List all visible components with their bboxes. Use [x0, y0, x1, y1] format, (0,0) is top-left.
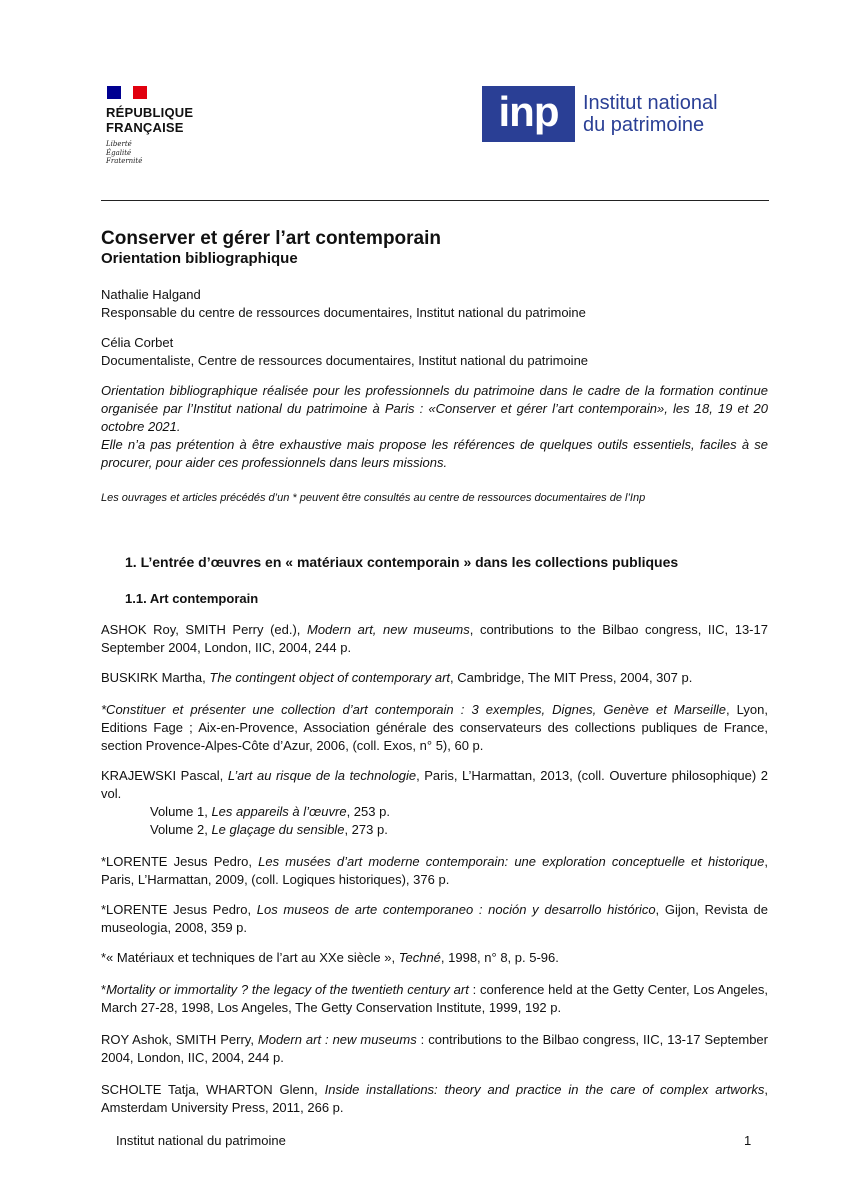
author2-name: Célia Corbet: [101, 335, 174, 350]
ref-details: , Paris, L’Harmattan, 2013, (coll. Ouverture philosophique) 2 vol.: [101, 768, 768, 801]
inp-logo-mark: inp: [482, 86, 575, 142]
intro-paragraph-2: Elle n’a pas prétention à être exhaustive mais propose les références de quelques outils essentiels, faciles à se procurer, pour aider ces professionnels dans leurs missions.: [101, 437, 768, 470]
ref-details: , Lyon, Editions Fage ; Aix-en-Provence, Association générale des conservateurs des collections publiques de France, section Provence-Alpes-Côte d’Azur, 2006, (coll. Exos, n° 5), 60 p.: [101, 702, 768, 753]
ref-details: , Amsterdam University Press, 2011, 266 p.: [101, 1082, 768, 1115]
rf-motto-liberte: Liberté: [106, 140, 132, 148]
ref-details: : conference held at the Getty Center, Los Angeles, March 27-28, 1998, Los Angeles, The Getty Conservation Institute, 1999, 192 p.: [101, 982, 768, 1015]
ref-author: *LORENTE Jesus Pedro,: [101, 902, 257, 917]
ref-author: KRAJEWSKI Pascal,: [101, 768, 228, 783]
author1-name: Nathalie Halgand: [101, 287, 201, 302]
volume-label: Volume 1,: [150, 804, 212, 819]
volume-pages: , 253 p.: [346, 804, 390, 819]
rf-motto: [106, 140, 216, 166]
ref-author: *: [101, 982, 107, 997]
volume-title: Les appareils à l’œuvre: [211, 804, 347, 819]
ref-details: , Cambridge, The MIT Press, 2004, 307 p.: [450, 670, 693, 685]
ref-details: : contributions to the Bilbao congress, IIC, 13-17 September 2004, London, IIC, 2004, 244 p.: [101, 1032, 768, 1065]
reference-lorente-2: [101, 901, 768, 937]
inp-name-line2: du patrimoine: [583, 114, 705, 136]
ref-details: , 1998, n° 8, p. 5-96.: [440, 950, 559, 965]
document-subtitle: Orientation bibliographique: [101, 250, 298, 267]
reference-krajewski-volume-1: [150, 803, 390, 821]
reference-scholte: [101, 1081, 768, 1117]
reference-mortality: [101, 981, 768, 1017]
rf-name-line1: RÉPUBLIQUE: [106, 105, 194, 120]
ref-title: Modern art : new museums: [257, 1032, 417, 1047]
volume-pages: , 273 p.: [344, 822, 388, 837]
footer-page-number: 1: [744, 1133, 752, 1148]
ref-details: , contributions to the Bilbao congress, IIC, 13-17 September 2004, London, IIC, 2004, 244 p.: [101, 622, 768, 655]
rf-motto-egalite: Égalité: [106, 148, 132, 157]
inp-name-line1: Institut national: [583, 92, 718, 114]
ref-title: L’art au risque de la technologie: [227, 768, 417, 783]
reference-roy: [101, 1031, 768, 1067]
reference-constituer: [101, 701, 768, 755]
ref-author: *LORENTE Jesus Pedro,: [101, 854, 259, 869]
ref-title: Les musées d’art moderne contemporain: une exploration conceptuelle et historique: [258, 854, 765, 869]
author2-role: Documentaliste, Centre de ressources documentaires, Institut national du patrimoine: [101, 353, 589, 368]
reference-krajewski: [101, 767, 768, 803]
ref-details: , Paris, L’Harmattan, 2009, (coll. Logiques historiques), 376 p.: [101, 854, 768, 887]
republique-francaise-logo: [106, 86, 216, 166]
ref-title: Inside installations: theory and practice in the care of complex artworks: [324, 1082, 765, 1097]
ref-title: Techné: [398, 950, 441, 965]
author1-role: Responsable du centre de ressources documentaires, Institut national du patrimoine: [101, 305, 586, 320]
inp-logo-name: [583, 92, 718, 136]
volume-label: Volume 2,: [150, 822, 212, 837]
rf-name-line2: FRANÇAISE: [106, 120, 184, 135]
ref-details: , Gijon, Revista de museologia, 2008, 359 p.: [101, 902, 768, 935]
section-1-heading: 1. L’entrée d’œuvres en « matériaux contemporain » dans les collections publiques: [125, 554, 679, 570]
reference-lorente-1: [101, 853, 768, 889]
intro-paragraph-1: Orientation bibliographique réalisée pour les professionnels du patrimoine dans le cadre de la formation continue organisée par l’Institut national du patrimoine à Paris : «Conserver et gérer l’art contemporain», les 18, 19 et 20 octobre 2021.: [101, 383, 768, 434]
ref-title: Modern art, new museums: [306, 622, 470, 637]
ref-title: The contingent object of contemporary art: [209, 670, 451, 685]
ref-author: ASHOK Roy, SMITH Perry (ed.),: [101, 622, 307, 637]
reference-techne: [101, 949, 768, 967]
inp-logo: [482, 86, 718, 142]
volume-title: Le glaçage du sensible: [211, 822, 345, 837]
reference-krajewski-volume-2: [150, 821, 388, 839]
consultation-note: Les ouvrages et articles précédés d’un * peuvent être consultés au centre de ressources documentaires de l’Inp: [101, 492, 646, 504]
reference-ashok: [101, 621, 768, 657]
reference-buskirk: [101, 669, 768, 687]
ref-title: *Constituer et présenter une collection d’art contemporain : 3 exemples, Dignes, Genève et Marseille: [101, 702, 726, 717]
ref-author: ROY Ashok, SMITH Perry,: [101, 1032, 258, 1047]
ref-title: Mortality or immortality ? the legacy of the twentieth century art: [106, 982, 469, 997]
ref-author: SCHOLTE Tatja, WHARTON Glenn,: [101, 1082, 325, 1097]
document-title: Conserver et gérer l’art contemporain: [101, 228, 441, 249]
header-divider: [101, 200, 769, 201]
section-1-1-heading: 1.1. Art contemporain: [125, 591, 259, 606]
footer-institution: Institut national du patrimoine: [116, 1133, 286, 1148]
ref-title: Los museos de arte contemporaneo : noción y desarrollo histórico: [256, 902, 656, 917]
french-flag-icon: [107, 86, 147, 99]
ref-author: *« Matériaux et techniques de l’art au XXe siècle »,: [101, 950, 399, 965]
rf-motto-fraternite: Fraternité: [106, 157, 143, 165]
ref-author: BUSKIRK Martha,: [101, 670, 210, 685]
